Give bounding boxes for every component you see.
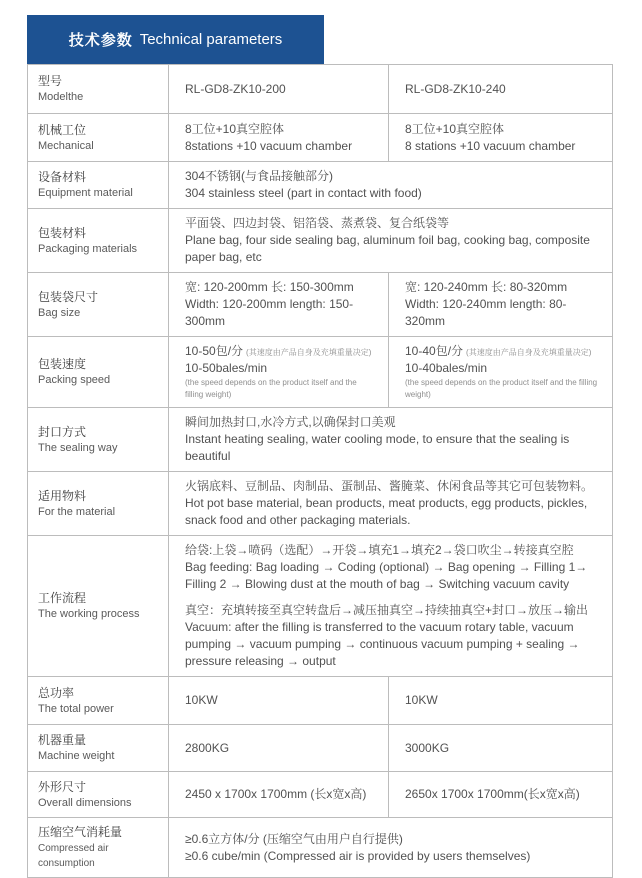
value-en: Hot pot base material, bean products, meat products, egg products, pickles, snack food and other packaging materials. [185,496,588,527]
section-title [27,15,324,64]
label-zh: 工作流程 [38,591,87,605]
row-label [28,472,169,535]
speed-note-zh: (其速度由产品自身及充填重量决定) [246,348,372,357]
model-1-cell [169,65,389,113]
value-zh: 平面袋、四边封袋、铝箔袋、蒸煮袋、复合纸袋等 [185,216,450,230]
row-label [28,209,169,272]
value: 10KW [405,693,438,707]
packaging-materials-cell [169,209,612,272]
speed-note-en: (the speed depends on the product itself and the filling weight) [185,378,357,399]
table-row-mechanical [28,114,612,162]
speed-zh: 10-50包/分 [185,344,244,358]
row-label [28,162,169,208]
table-row-working-process [28,536,612,677]
table-row-machine-weight [28,725,612,772]
sealing-way-cell [169,408,612,471]
value-en: Instant heating sealing, water cooling mode, to ensure that the sealing is beautiful [185,432,570,463]
label-en: Packing speed [38,374,111,386]
value-en: 304 stainless steel (part in contact with food) [185,186,422,200]
row-label [28,536,169,676]
table-row-compressed-air [28,818,612,877]
dimensions-2-cell [389,772,612,817]
speed-en: 10-50bales/min [185,361,268,375]
value-zh: 火锅底料、豆制品、肉制品、蛋制品、酱腌菜、休闲食品等其它可包装物料。 [185,479,594,493]
table-row-overall-dimensions [28,772,612,818]
packing-speed-2-cell [389,337,612,407]
row-label [28,273,169,336]
compressed-air-cell [169,818,612,877]
table-row-bag-size [28,273,612,337]
value: 3000KG [405,740,450,755]
bag-size-1-cell [169,273,389,336]
row-label [28,337,169,407]
value-en: 8stations +10 vacuum chamber [185,138,353,153]
dimensions-1-cell [169,772,389,817]
label-zh: 包装袋尺寸 [38,289,99,304]
mechanical-1-cell [169,114,389,161]
table-row-packaging-materials [28,209,612,273]
value-zh: 304不锈钢(与食品接触部分) [185,169,334,183]
technical-parameters-table [27,64,613,878]
label-zh: 包装材料 [38,225,87,240]
table-row-for-material [28,472,612,536]
label-zh: 外形尺寸 [38,779,87,794]
label-en: The sealing way [38,441,118,454]
label-zh: 适用物料 [38,488,87,503]
process-vacuum-zh: 真空：充填转接至真空转盘后→减压抽真空→持续抽真空+封口→放压→输出 [185,603,589,617]
speed-note-zh: (其速度由产品自身及充填重量决定) [466,348,592,357]
for-material-cell [169,472,612,535]
label-zh: 压缩空气消耗量 [38,825,123,839]
speed-en: 10-40bales/min [405,361,488,375]
model-1-value: RL-GD8-ZK10-200 [185,81,286,96]
process-bag-feeding-zh: 给袋:上袋→喷码（选配）→开袋→填充1→填充2→袋口吹尘→转接真空腔 [185,543,574,557]
row-label [28,677,169,724]
speed-zh: 10-40包/分 [405,344,464,358]
total-power-2-cell [389,677,612,724]
label-zh: 设备材料 [38,170,87,184]
row-label [28,114,169,161]
value-zh: 瞬间加热封口,水冷方式,以确保封口美观 [185,415,396,429]
label-en: Bag size [38,306,81,319]
table-row-sealing-way [28,408,612,472]
row-label [28,725,169,771]
value-en: ≥0.6 cube/min (Compressed air is provided by users themselves) [185,848,531,863]
working-process-cell [169,536,612,676]
label-en: Mechanical [38,139,94,152]
mechanical-2-cell [389,114,612,161]
label-zh: 机器重量 [38,733,87,747]
value-zh: 宽: 120-200mm 长: 150-300mm [185,280,354,294]
model-2-cell [389,65,612,113]
label-en: Compressed air consumption [38,843,109,869]
section-title-en: Technical parameters [139,31,283,48]
label-en: The working process [38,608,140,620]
label-en: For the material [38,505,116,518]
speed-line [405,343,600,360]
speed-line [185,343,376,360]
value-en: Width: 120-240mm length: 80-320mm [405,297,567,328]
table-row-total-power [28,677,612,725]
value: 2450 x 1700x 1700mm (长x宽x高) [185,787,367,801]
machine-weight-2-cell [389,725,612,771]
process-bag-feeding-en: Bag feeding: Bag loading → Coding (optional) → Bag opening → Filling 1→ Filling 2 → Blowing dust at the mouth of bag → Switching vacuum cavity [185,560,588,591]
value-zh: 8工位+10真空腔体 [185,121,285,136]
process-vacuum-en: Vacuum: after the filling is transferred to the vacuum rotary table, vacuum pumping → vacuum pumping → continuous vacuum pumping + sealing → pressure releasing → output [185,620,580,668]
row-label [28,818,169,877]
label-en: Equipment material [38,187,133,199]
label-zh: 封口方式 [38,424,87,439]
speed-note-en: (the speed depends on the product itself and the filling weight) [405,378,598,399]
label-en: The total power [38,702,114,715]
table-row-model [28,65,612,114]
section-title-zh: 技术参数 [68,32,133,49]
label-en: Modelthe [38,91,84,103]
value-zh: 8工位+10真空腔体 [405,121,505,136]
packing-speed-1-cell [169,337,389,407]
value-zh: 宽: 120-240mm 长: 80-320mm [405,280,568,294]
row-label [28,408,169,471]
table-row-packing-speed [28,337,612,408]
equipment-material-cell [169,162,612,208]
label-en: Machine weight [38,750,115,762]
label-en: Overall dimensions [38,796,132,809]
value: 10KW [185,693,218,707]
value-en: Width: 120-200mm length: 150-300mm [185,297,354,328]
bag-size-2-cell [389,273,612,336]
total-power-1-cell [169,677,389,724]
label-zh: 型号 [38,74,63,88]
spec-sheet [27,15,613,878]
table-row-equipment-material [28,162,612,209]
value-en: 8 stations +10 vacuum chamber [405,138,576,153]
label-en: Packaging materials [38,242,138,255]
row-label [28,772,169,817]
label-zh: 包装速度 [38,357,87,371]
machine-weight-1-cell [169,725,389,771]
value-en: Plane bag, four side sealing bag, aluminum foil bag, cooking bag, composite paper bag, etc [185,233,590,264]
model-2-value: RL-GD8-ZK10-240 [405,81,506,96]
label-zh: 总功率 [38,685,75,700]
value: 2650x 1700x 1700mm(长x宽x高) [405,787,580,801]
row-label [28,65,169,113]
label-zh: 机械工位 [38,122,87,137]
value-zh: ≥0.6立方体/分 (压缩空气由用户自行提供) [185,831,403,846]
value: 2800KG [185,740,230,755]
